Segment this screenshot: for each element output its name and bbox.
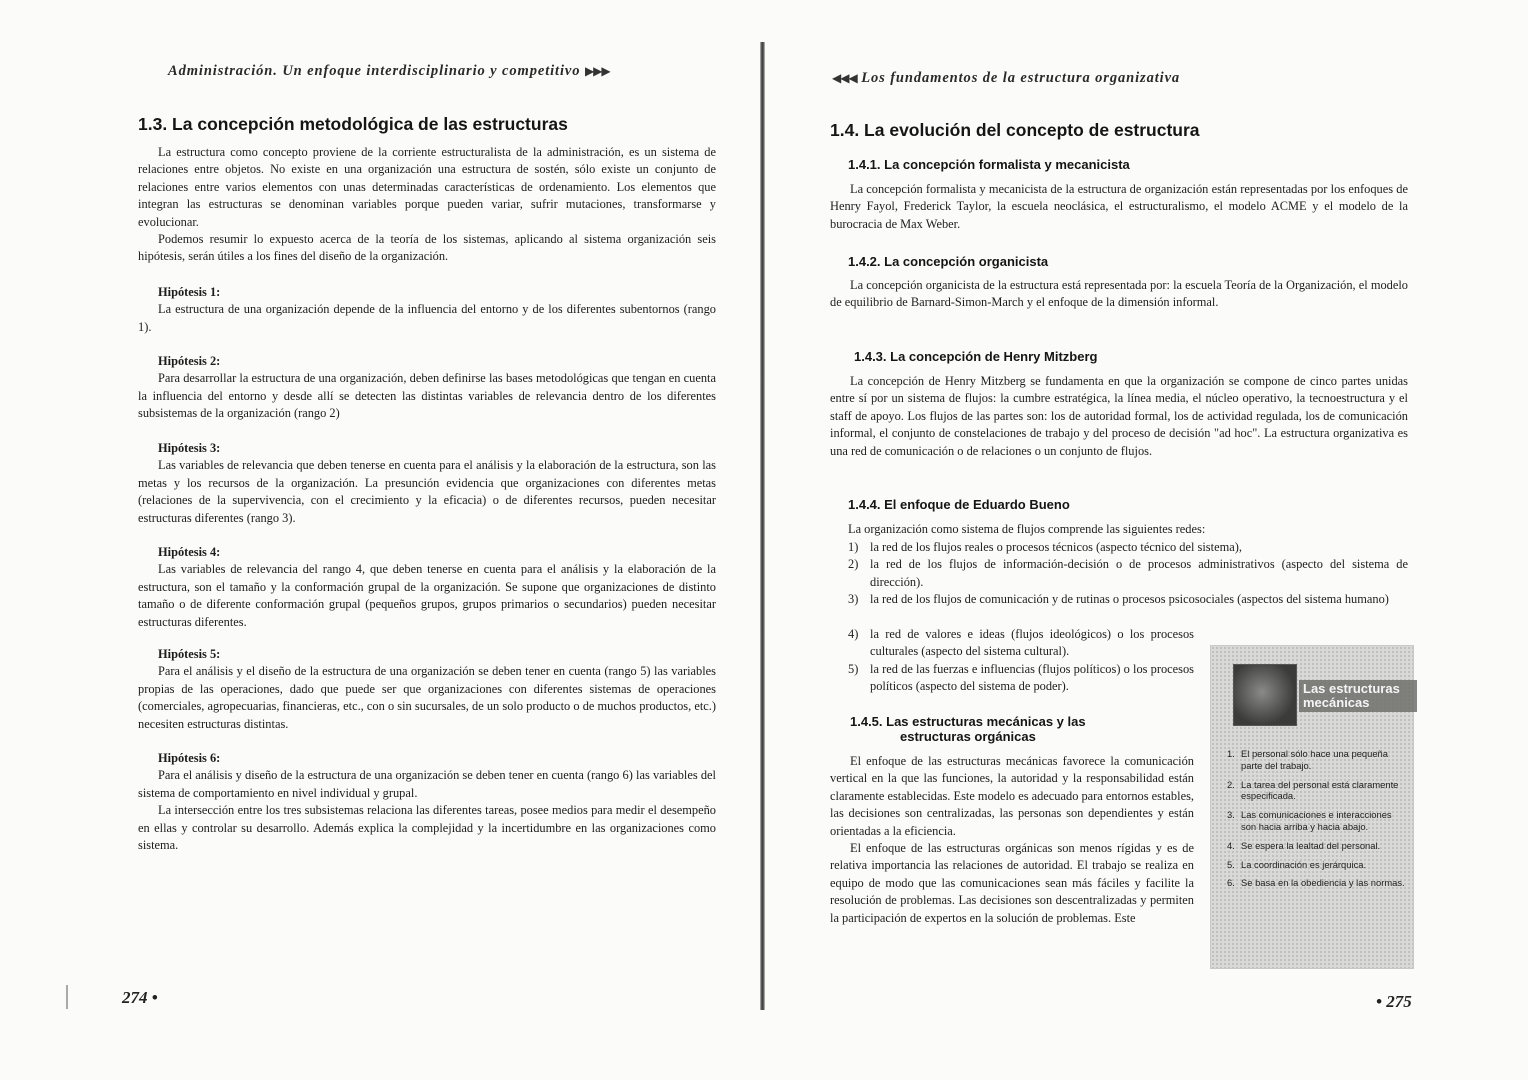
page-number-left-text: 274 [122,988,148,1007]
paragraph: El enfoque de las estructuras mecánicas favorece la comunicación vertical en la que las funciones, la autoridad y la responsabilidad están claramente establecidas. Este modelo es adecuado para entornos estables, las decisiones son centralizadas, las personas son dependientes y están orientadas a la eficiencia. [830,754,1194,838]
subsection-text-1-4-1 [830,181,1408,233]
sidebar-item: 2. La tarea del personal está claramente especificada. [1227,778,1399,802]
hypothesis-3 [138,440,716,527]
paragraph: La concepción de Henry Mitzberg se fundamenta en que la organización se compone de cinco partes unidas entre sí por un sistema de flujos: la cumbre estratégica, la línea media, el núcleo operativo, la tecnoestructura y el staff de apoyo. Los flujos de las partes son: los de autoridad formal, los de actividad regulada, los de comunicación informal, el conjunto de constelaciones de trabajo y del proceso de decisión "ad hoc". La estructura organizativa es una red de comunicación o de relaciones o un conjunto de flujos. [830,374,1408,458]
sidebar-header [1233,664,1409,728]
hypothesis-title: Hipótesis 1: [158,285,221,299]
hypothesis-title: Hipótesis 5: [158,647,221,661]
left-page [0,0,758,1080]
right-page [768,0,1528,1080]
paragraph: La concepción organicista de la estructura está representada por: la escuela Teoría de la Organización, el modelo de equilibrio de Barnard-Simon-March y el enfoque de la dimensión informal. [830,278,1408,310]
list-item: 4) la red de valores e ideas (flujos ideológicos) o los procesos culturales (aspecto del sistema cultural). [848,627,1194,659]
list-item: 1) la red de los flujos reales o procesos técnicos (aspecto técnico del sistema), [848,540,1242,554]
sidebar-item: 6. Se basa en la obediencia y las normas. [1227,877,1405,889]
running-header-right [832,70,1180,87]
subsection-title-1-4-1: 1.4.1. La concepción formalista y mecanicista [848,157,1130,172]
networks-list-top [848,539,1408,609]
hypothesis-title: Hipótesis 2: [158,354,221,368]
subsection-text-1-4-2 [830,277,1408,312]
subsection-title-1-4-5 [850,714,1086,744]
book-gutter [760,42,765,1010]
subsection-title-line: estructuras orgánicas [900,729,1036,744]
gear-illustration-icon [1233,664,1297,726]
hypothesis-title: Hipótesis 6: [158,751,221,765]
list-item: 5) la red de las fuerzas e influencias (flujos políticos) o los procesos políticos (aspecto del sistema de poder). [848,661,1194,694]
sidebar-item: 5. La coordinación es jerárquica. [1227,858,1367,870]
list-item: 3) la red de los flujos de comunicación y de rutinas o procesos psicosociales (aspectos del sistema humano) [848,592,1389,607]
hypothesis-2 [138,353,716,423]
hypothesis-body: Para el análisis y el diseño de la estructura de una organización se deben tener en cuenta (rango 5) las variables propias de las operaciones, dado que puede ser que organizaciones con diferentes sistemas de operaciones (comerciales, agropecuarias, financieras, etc., con o sin sucursales, de un solo producto o de muchos productos, etc.) necesiten estructuras distintas. [138,664,716,731]
page-number-left: 274 • [122,988,158,1007]
intro-paragraph: La estructura como concepto proviene de la corriente estructuralista de la administración, es un sistema de relaciones entre objetos. No existe en una organización una estructura de sostén, sólo existe un conjunto de relaciones entre varios elementos con unas determinadas características de ordenamiento. Los elementos que integran las estructuras se denominan variables porque pueden variar, sufrir mutaciones, transformarse y evolucionar. [138,145,716,229]
subsection-text-1-4-5 [830,753,1194,927]
hypothesis-body: La estructura de una organización depende de la influencia del entorno y de los diferentes subentornos (rango 1). [138,302,716,334]
intro-text [138,144,716,266]
sidebar-item: 4. Se espera la lealtad del personal. [1227,839,1381,851]
subsection-title-1-4-4: 1.4.4. El enfoque de Eduardo Bueno [848,497,1070,512]
hypothesis-body: Para desarrollar la estructura de una organización, deben definirse las bases metodológicas que tengan en cuenta la influencia del entorno y desde allí se detecten las distintas variables de relevancia dentro de los diferentes subsistemas de la organización (rango 2) [138,371,716,421]
sidebar-title: Las estructuras mecánicas [1299,680,1417,712]
hypothesis-5 [138,646,716,733]
paragraph: El enfoque de las estructuras orgánicas son menos rígidas y es de relativa importancia las relaciones de autoridad. El trabajo se realiza en equipo de modo que las comunicaciones sean más fáciles y facilite la resolución de problemas. Las decisiones son descentralizadas y permiten la participación de expertos en la solución de problemas. Este [830,841,1194,925]
subsection-text-1-4-4 [848,521,1408,538]
closing-paragraph: La intersección entre los tres subsistemas relaciona las diferentes tareas, posee medios para medir el desempeño en ellas y controlar su desarrollo. Además explica la complejidad y la incertidumbre en las organizaciones como sistema. [138,803,716,853]
subsection-text-1-4-3 [830,373,1408,460]
forward-arrows-icon: ▶▶▶ [584,64,610,78]
intro-paragraph: Podemos resumir lo expuesto acerca de la teoría de los sistemas, aplicando al sistema organización seis hipótesis, serán útiles a los fines del diseño de la organización. [138,232,716,264]
list-intro: La organización como sistema de flujos comprende las siguientes redes: [848,522,1206,536]
mechanical-structures-sidebar [1210,645,1414,969]
hypothesis-4 [138,544,716,631]
hypothesis-body: Para el análisis y diseño de la estructura de una organización se deben tener en cuenta (rango 6) las variables del sistema de comportamiento en nivel individual y grupal. [138,768,716,800]
section-title-1-4: 1.4. La evolución del concepto de estructura [830,120,1200,140]
hypothesis-6 [138,750,716,854]
sidebar-item: 1. El personal sólo hace una pequeña parte del trabajo. [1227,748,1388,771]
hypothesis-title: Hipótesis 3: [158,441,221,455]
subsection-title-line: 1.4.5. Las estructuras mecánicas y las [850,714,1086,729]
hypothesis-body: Las variables de relevancia del rango 4, que deben tenerse en cuenta para el análisis y la elaboración de la estructura, son el tamaño y la conformación grupal de la organización. Se supone que organizaciones de distinto tamaño o de diferente conformación grupal (pequeños grupos, grupos primarios o secundarios) pueden necesitar estructuras diferentes. [138,562,716,629]
list-item: 2) la red de los flujos de información-decisión o de procesos administrativos (aspecto del sistema de dirección). [848,557,1408,589]
section-title-1-3: 1.3. La concepción metodológica de las estructuras [138,114,568,134]
hypothesis-1 [138,284,716,336]
subsection-title-1-4-3: 1.4.3. La concepción de Henry Mitzberg [854,349,1098,364]
subsection-title-1-4-2: 1.4.2. La concepción organicista [848,254,1049,269]
paragraph: La concepción formalista y mecanicista de la estructura de organización están representadas por los enfoques de Henry Fayol, Frederick Taylor, la escuela neoclásica, el estructuralismo, el modelo ACME y el modelo de la burocracia de Max Weber. [830,182,1408,231]
hypothesis-title: Hipótesis 4: [158,545,221,559]
sidebar-item: 3. Las comunicaciones e interacciones son hacia arriba y hacia abajo. [1227,809,1392,832]
page-number-right: • 275 [1376,992,1412,1011]
running-header-left [168,63,610,80]
hypothesis-body: Las variables de relevancia que deben tenerse en cuenta para el análisis y la elaboración de la estructura, son las metas y los recursos de la organización. La presunción evidencia que organizaciones con diferentes metas (relaciones de la supervivencia, con el crecimiento y la eficacia) o de diferentes recursos, pueden necesitar estructuras diferentes (rango 3). [138,458,716,525]
networks-list-bottom [848,626,1194,696]
running-header-left-text: Administración. Un enfoque interdisciplinario y competitivo [168,63,581,79]
page-number-right-text: 275 [1386,992,1412,1011]
sidebar-list [1227,748,1405,896]
running-header-right-text: Los fundamentos de la estructura organizativa [861,70,1181,86]
back-arrows-icon: ◀◀◀ [832,71,857,85]
